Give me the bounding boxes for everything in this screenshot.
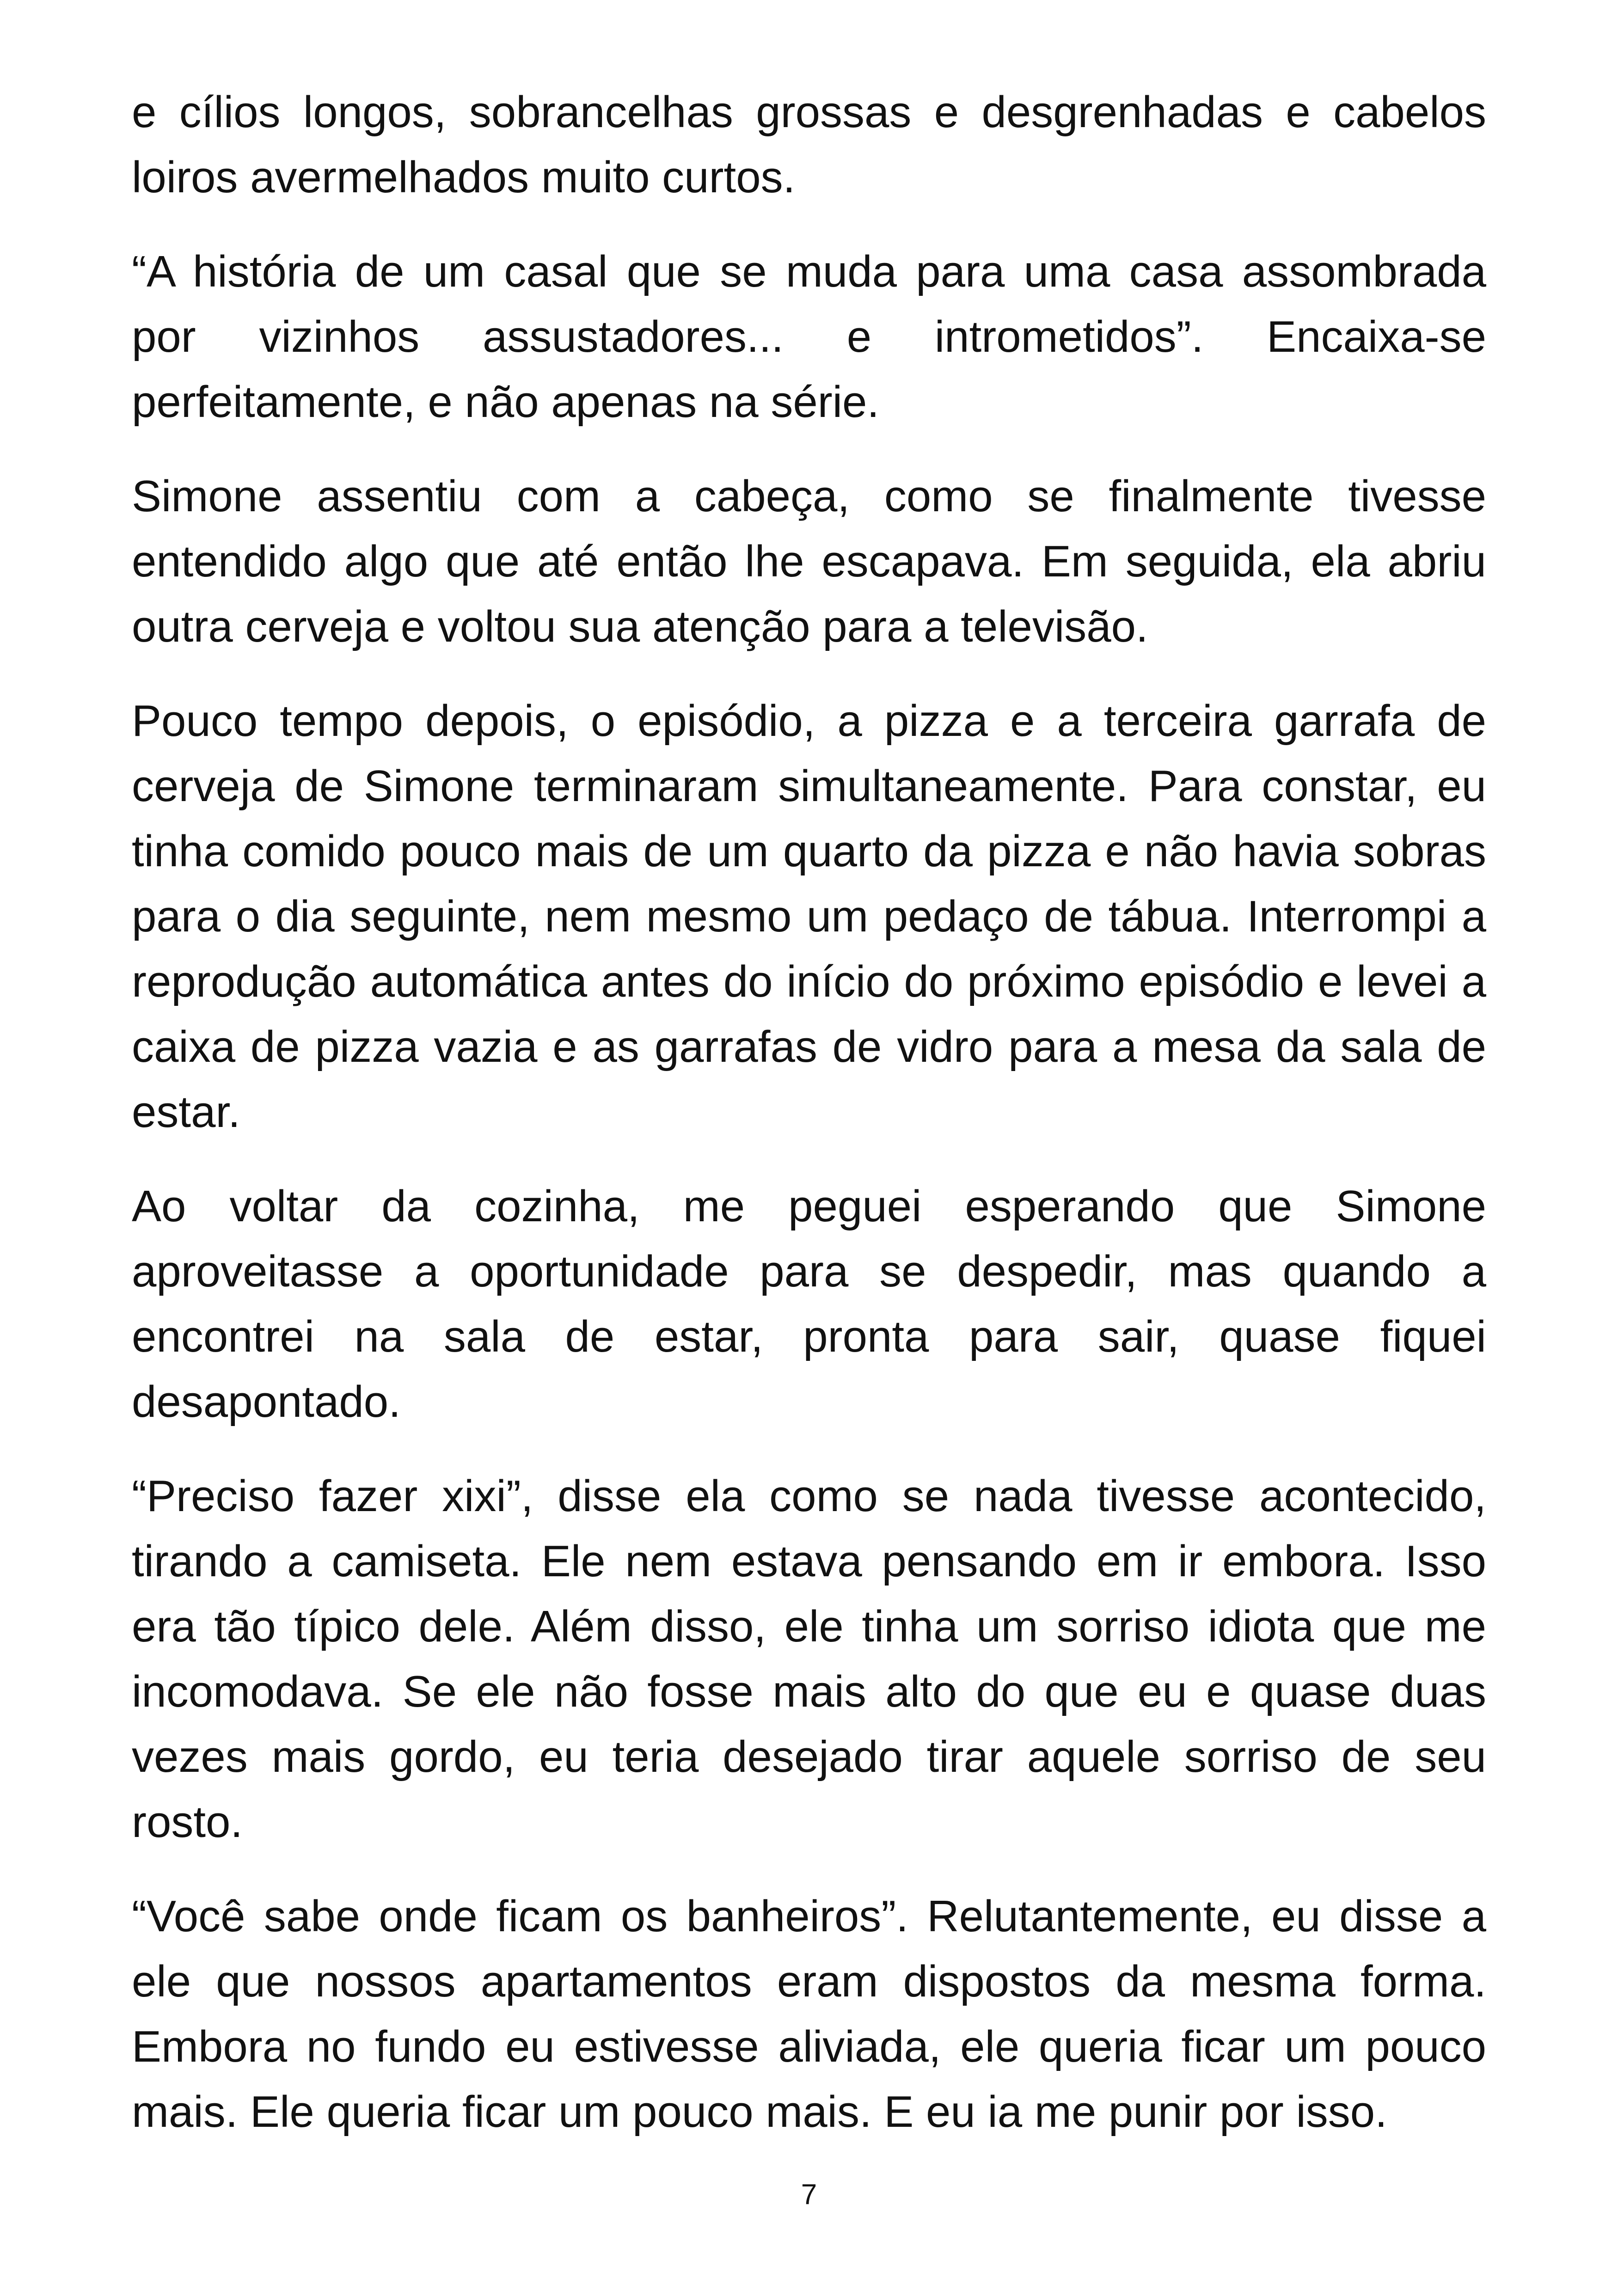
paragraph-1: e cílios longos, sobrancelhas grossas e desgrenhadas e cabelos loiros avermelhados muito curtos. — [132, 87, 1486, 202]
paragraph-7: “Você sabe onde ficam os banheiros”. Relutantemente, eu disse a ele que nossos apartamentos eram dispostos da mesma forma. Embora no fundo eu estivesse aliviada, ele queria ficar um pouco mais. Ele queria ficar um pouco mais. E eu ia me punir por isso. — [132, 1892, 1486, 2137]
paragraph-3: Simone assentiu com a cabeça, como se finalmente tivesse entendido algo que até então lhe escapava. Em seguida, ela abriu outra cerveja e voltou sua atenção para a televisão. — [132, 471, 1486, 651]
body-text — [132, 80, 1486, 2144]
paragraph-2: “A história de um casal que se muda para uma casa assombrada por vizinhos assustadores... e intrometidos”. Encaixa-se perfeitamente, e não apenas na série. — [132, 247, 1486, 427]
paragraph-4: Pouco tempo depois, o episódio, a pizza e a terceira garrafa de cerveja de Simone terminaram simultaneamente. Para constar, eu tinha comido pouco mais de um quarto da pizza e não havia sobras para o dia seguinte, nem mesmo um pedaço de tábua. Interrompi a reprodução automática antes do início do próximo episódio e levei a caixa de pizza vazia e as garrafas de vidro para a mesa da sala de estar. — [132, 696, 1486, 1137]
paragraph-5: Ao voltar da cozinha, me peguei esperando que Simone aproveitasse a oportunidade para se despedir, mas quando a encontrei na sala de estar, pronta para sair, quase fiquei desapontado. — [132, 1182, 1486, 1427]
page-number: 7 — [801, 2179, 817, 2210]
paragraph-6: “Preciso fazer xixi”, disse ela como se nada tivesse acontecido, tirando a camiseta. Ele nem estava pensando em ir embora. Isso era tão típico dele. Além disso, ele tinha um sorriso idiota que me incomodava. Se ele não fosse mais alto do que eu e quase duas vezes mais gordo, eu teria desejado tirar aquele sorriso de seu rosto. — [132, 1471, 1486, 1847]
